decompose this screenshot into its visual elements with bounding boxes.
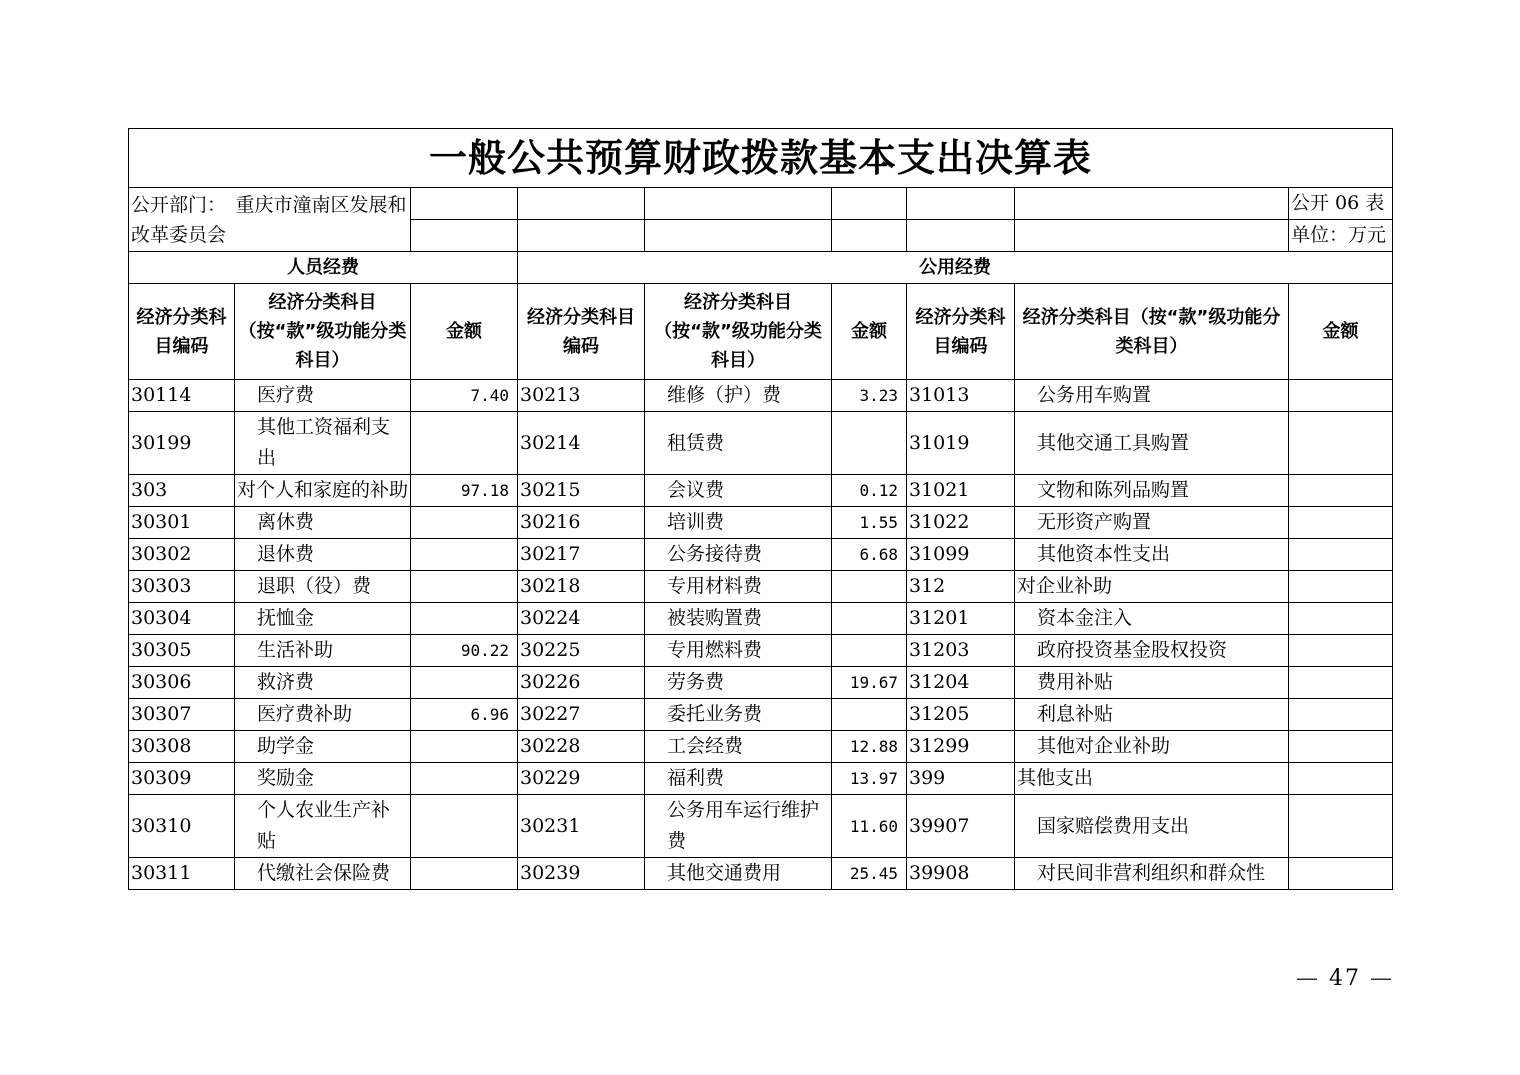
table-row [129, 635, 1393, 667]
name-cell: 其他交通工具购置 [1015, 412, 1289, 475]
amount-cell [1289, 858, 1393, 890]
code-cell: 39907 [907, 795, 1015, 858]
amount-cell [411, 571, 518, 603]
name-cell: 工会经费 [645, 731, 832, 763]
budget-table [128, 128, 1393, 890]
blank-cell [518, 188, 645, 220]
amount-cell: 90.22 [411, 635, 518, 667]
table-row [129, 858, 1393, 890]
amount-cell [411, 507, 518, 539]
name-cell: 代缴社会保险费 [235, 858, 411, 890]
code-cell: 30311 [129, 858, 235, 890]
name-cell: 资本金注入 [1015, 603, 1289, 635]
page-number-value: 47 [1329, 966, 1361, 991]
code-cell: 30213 [518, 380, 645, 412]
dash-left: — [1296, 966, 1320, 991]
amount-cell [832, 699, 907, 731]
amount-cell [411, 795, 518, 858]
blank-cell [907, 188, 1015, 220]
amount-cell: 97.18 [411, 475, 518, 507]
name-cell: 退职（役）费 [235, 571, 411, 603]
code-cell: 31099 [907, 539, 1015, 571]
table-row [129, 475, 1393, 507]
code-cell: 30217 [518, 539, 645, 571]
amount-cell: 6.96 [411, 699, 518, 731]
header-amount-c: 金额 [1289, 284, 1393, 380]
code-cell: 31203 [907, 635, 1015, 667]
code-cell: 30309 [129, 763, 235, 795]
blank-cell [411, 220, 518, 252]
header-name-b: 经济分类科目（按“款”级功能分类科目） [645, 284, 832, 380]
amount-cell: 19.67 [832, 667, 907, 699]
amount-cell [1289, 699, 1393, 731]
name-cell: 租赁费 [645, 412, 832, 475]
code-cell: 30304 [129, 603, 235, 635]
code-cell: 30216 [518, 507, 645, 539]
code-cell: 31201 [907, 603, 1015, 635]
amount-cell [1289, 539, 1393, 571]
code-cell: 31013 [907, 380, 1015, 412]
code-cell: 31022 [907, 507, 1015, 539]
code-cell: 30215 [518, 475, 645, 507]
table-row [129, 380, 1393, 412]
section-public: 公用经费 [518, 252, 1393, 284]
name-cell: 被装购置费 [645, 603, 832, 635]
header-code-a: 经济分类科目编码 [129, 284, 235, 380]
amount-cell [1289, 571, 1393, 603]
table-row [129, 795, 1393, 858]
name-cell: 对民间非营利组织和群众性 [1015, 858, 1289, 890]
amount-cell [832, 571, 907, 603]
name-cell: 专用材料费 [645, 571, 832, 603]
name-cell: 维修（护）费 [645, 380, 832, 412]
name-cell: 其他工资福利支出 [235, 412, 411, 475]
name-cell: 抚恤金 [235, 603, 411, 635]
amount-cell [1289, 635, 1393, 667]
code-cell: 30239 [518, 858, 645, 890]
amount-cell [1289, 475, 1393, 507]
code-cell: 30307 [129, 699, 235, 731]
table-row [129, 667, 1393, 699]
name-cell: 救济费 [235, 667, 411, 699]
code-cell: 30227 [518, 699, 645, 731]
header-amount-b: 金额 [832, 284, 907, 380]
header-amount-a: 金额 [411, 284, 518, 380]
amount-cell [411, 858, 518, 890]
blank-cell [411, 188, 518, 220]
code-cell: 30218 [518, 571, 645, 603]
amount-cell [1289, 763, 1393, 795]
amount-cell [411, 539, 518, 571]
amount-cell [1289, 731, 1393, 763]
amount-cell [411, 603, 518, 635]
code-cell: 30228 [518, 731, 645, 763]
name-cell: 对个人和家庭的补助 [235, 475, 411, 507]
name-cell: 政府投资基金股权投资 [1015, 635, 1289, 667]
table-row [129, 412, 1393, 475]
name-cell: 福利费 [645, 763, 832, 795]
code-cell: 30224 [518, 603, 645, 635]
amount-cell [1289, 667, 1393, 699]
amount-cell [1289, 412, 1393, 475]
table-row [129, 603, 1393, 635]
amount-cell [832, 635, 907, 667]
code-cell: 30310 [129, 795, 235, 858]
amount-cell [1289, 380, 1393, 412]
code-cell: 30226 [518, 667, 645, 699]
name-cell: 医疗费 [235, 380, 411, 412]
name-cell: 其他支出 [1015, 763, 1289, 795]
blank-cell [1015, 220, 1289, 252]
code-cell: 39908 [907, 858, 1015, 890]
name-cell: 公务用车运行维护费 [645, 795, 832, 858]
name-cell: 文物和陈列品购置 [1015, 475, 1289, 507]
code-cell: 31019 [907, 412, 1015, 475]
header-name-a: 经济分类科目（按“款”级功能分类科目） [235, 284, 411, 380]
blank-cell [645, 220, 832, 252]
page-number [1296, 966, 1394, 991]
code-cell: 30199 [129, 412, 235, 475]
code-cell: 30308 [129, 731, 235, 763]
name-cell: 医疗费补助 [235, 699, 411, 731]
department-label: 公开部门： 重庆市潼南区发展和改革委员会 [129, 188, 411, 252]
name-cell: 公务用车购置 [1015, 380, 1289, 412]
blank-cell [832, 188, 907, 220]
blank-cell [832, 220, 907, 252]
amount-cell: 6.68 [832, 539, 907, 571]
blank-cell [645, 188, 832, 220]
blank-cell [518, 220, 645, 252]
amount-cell [411, 667, 518, 699]
name-cell: 助学金 [235, 731, 411, 763]
amount-cell [832, 412, 907, 475]
name-cell: 其他交通费用 [645, 858, 832, 890]
table-row [129, 731, 1393, 763]
code-cell: 30114 [129, 380, 235, 412]
amount-cell [411, 763, 518, 795]
amount-cell: 0.12 [832, 475, 907, 507]
name-cell: 公务接待费 [645, 539, 832, 571]
name-cell: 利息补贴 [1015, 699, 1289, 731]
name-cell: 专用燃料费 [645, 635, 832, 667]
code-cell: 30302 [129, 539, 235, 571]
section-personnel: 人员经费 [129, 252, 518, 284]
name-cell: 对企业补助 [1015, 571, 1289, 603]
code-cell: 30303 [129, 571, 235, 603]
code-cell: 303 [129, 475, 235, 507]
name-cell: 无形资产购置 [1015, 507, 1289, 539]
amount-cell: 25.45 [832, 858, 907, 890]
name-cell: 费用补贴 [1015, 667, 1289, 699]
name-cell: 奖励金 [235, 763, 411, 795]
table-row [129, 507, 1393, 539]
name-cell: 离休费 [235, 507, 411, 539]
code-cell: 30231 [518, 795, 645, 858]
unit-label: 单位：万元 [1289, 220, 1393, 252]
page-title: 一般公共预算财政拨款基本支出决算表 [129, 129, 1393, 188]
dash-right: — [1370, 966, 1394, 991]
amount-cell: 12.88 [832, 731, 907, 763]
name-cell: 个人农业生产补贴 [235, 795, 411, 858]
code-cell: 30225 [518, 635, 645, 667]
blank-cell [1015, 188, 1289, 220]
amount-cell [411, 412, 518, 475]
code-cell: 312 [907, 571, 1015, 603]
name-cell: 委托业务费 [645, 699, 832, 731]
code-cell: 31299 [907, 731, 1015, 763]
table-row [129, 571, 1393, 603]
amount-cell [1289, 795, 1393, 858]
blank-cell [907, 220, 1015, 252]
amount-cell [411, 731, 518, 763]
amount-cell: 1.55 [832, 507, 907, 539]
code-cell: 30214 [518, 412, 645, 475]
code-cell: 31205 [907, 699, 1015, 731]
code-cell: 30305 [129, 635, 235, 667]
header-code-c: 经济分类科目编码 [907, 284, 1015, 380]
name-cell: 国家赔偿费用支出 [1015, 795, 1289, 858]
amount-cell [832, 603, 907, 635]
name-cell: 退休费 [235, 539, 411, 571]
code-cell: 30229 [518, 763, 645, 795]
name-cell: 劳务费 [645, 667, 832, 699]
code-cell: 31204 [907, 667, 1015, 699]
amount-cell [1289, 507, 1393, 539]
name-cell: 会议费 [645, 475, 832, 507]
code-cell: 30301 [129, 507, 235, 539]
table-row [129, 539, 1393, 571]
amount-cell: 7.40 [411, 380, 518, 412]
amount-cell: 13.97 [832, 763, 907, 795]
amount-cell [1289, 603, 1393, 635]
amount-cell: 3.23 [832, 380, 907, 412]
name-cell: 生活补助 [235, 635, 411, 667]
name-cell: 其他资本性支出 [1015, 539, 1289, 571]
code-cell: 31021 [907, 475, 1015, 507]
table-row [129, 763, 1393, 795]
header-name-c: 经济分类科目（按“款”级功能分类科目） [1015, 284, 1289, 380]
name-cell: 其他对企业补助 [1015, 731, 1289, 763]
header-code-b: 经济分类科目编码 [518, 284, 645, 380]
amount-cell: 11.60 [832, 795, 907, 858]
code-cell: 399 [907, 763, 1015, 795]
table-row [129, 699, 1393, 731]
name-cell: 培训费 [645, 507, 832, 539]
code-cell: 30306 [129, 667, 235, 699]
table-number: 公开 06 表 [1289, 188, 1393, 220]
